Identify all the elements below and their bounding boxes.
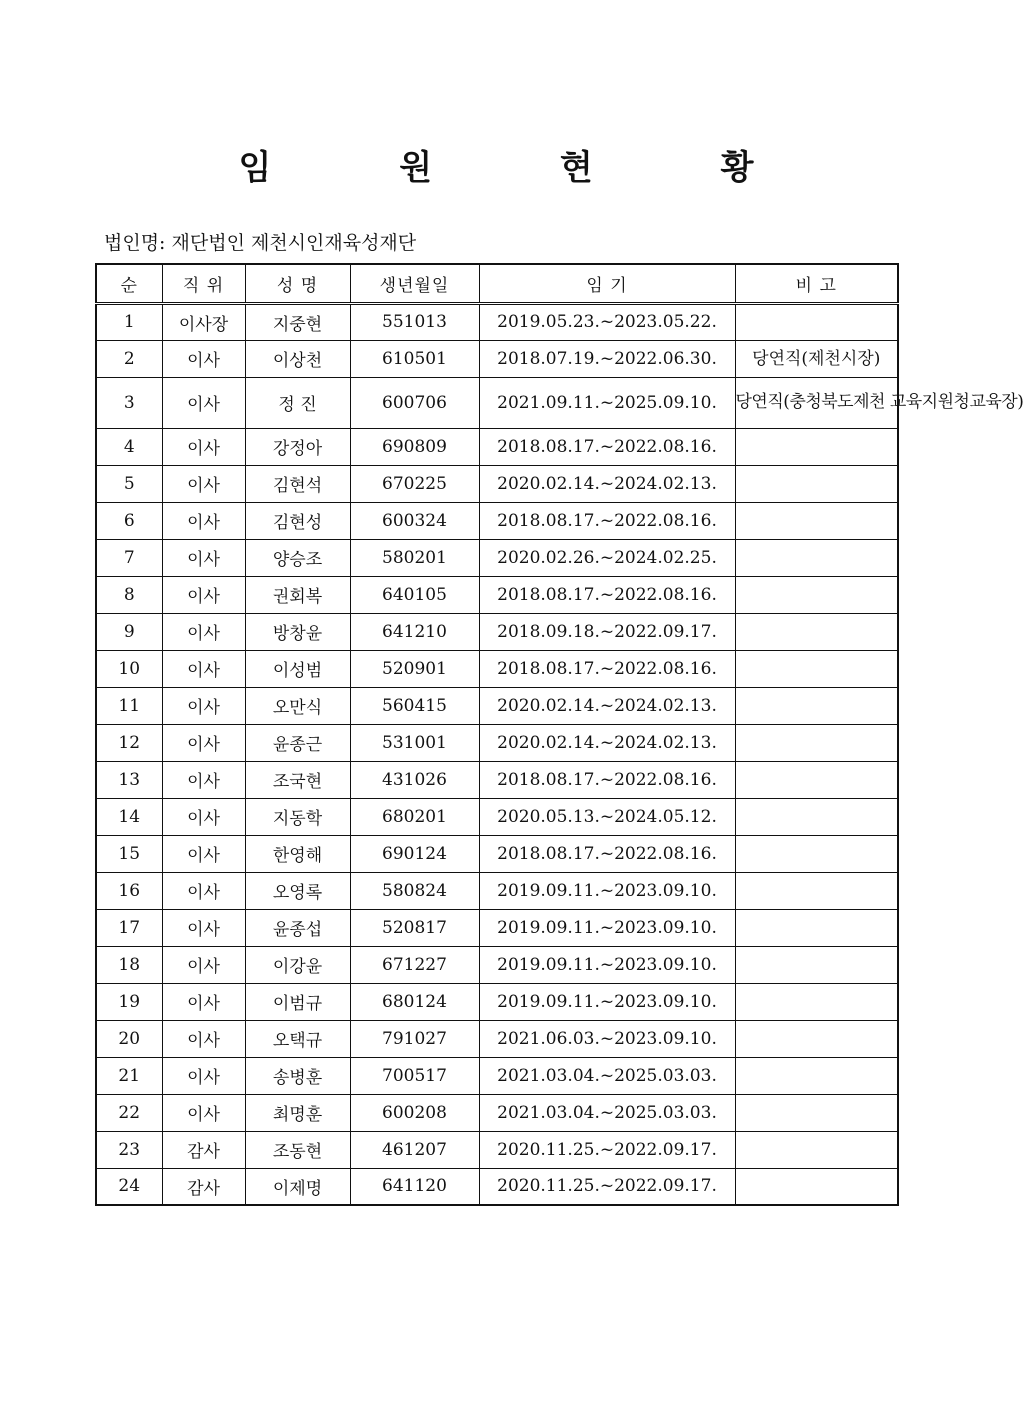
cell-birth: 791027 (350, 1020, 479, 1057)
cell-note (735, 502, 898, 539)
cell-birth: 641120 (350, 1168, 479, 1205)
cell-no: 5 (96, 465, 162, 502)
header-position: 직 위 (162, 264, 245, 303)
cell-name: 이성범 (245, 650, 350, 687)
cell-name: 최명훈 (245, 1094, 350, 1131)
table-row (96, 1020, 898, 1057)
cell-name: 조국현 (245, 761, 350, 798)
cell-no: 20 (96, 1020, 162, 1057)
cell-term: 2019.05.23.~2023.05.22. (479, 303, 735, 340)
cell-no: 24 (96, 1168, 162, 1205)
cell-note (735, 539, 898, 576)
cell-position: 이사 (162, 428, 245, 465)
cell-birth: 520817 (350, 909, 479, 946)
table-row (96, 798, 898, 835)
cell-birth: 640105 (350, 576, 479, 613)
cell-name: 정 진 (245, 377, 350, 428)
cell-name: 김현석 (245, 465, 350, 502)
cell-birth: 600706 (350, 377, 479, 428)
cell-birth: 551013 (350, 303, 479, 340)
cell-position: 이사 (162, 576, 245, 613)
cell-name: 송병훈 (245, 1057, 350, 1094)
cell-note (735, 1057, 898, 1094)
cell-note (735, 798, 898, 835)
cell-no: 9 (96, 613, 162, 650)
cell-position: 이사 (162, 835, 245, 872)
cell-term: 2020.02.14.~2024.02.13. (479, 687, 735, 724)
cell-note (735, 1094, 898, 1131)
cell-term: 2018.08.17.~2022.08.16. (479, 650, 735, 687)
cell-position: 이사 (162, 465, 245, 502)
cell-no: 23 (96, 1131, 162, 1168)
cell-birth: 680201 (350, 798, 479, 835)
cell-birth: 580824 (350, 872, 479, 909)
cell-name: 오택규 (245, 1020, 350, 1057)
table-row (96, 835, 898, 872)
cell-name: 오만식 (245, 687, 350, 724)
cell-no: 19 (96, 983, 162, 1020)
cell-no: 8 (96, 576, 162, 613)
header-name: 성 명 (245, 264, 350, 303)
table-row (96, 613, 898, 650)
header-birth: 생년월일 (350, 264, 479, 303)
cell-position: 이사 (162, 1020, 245, 1057)
cell-note (735, 983, 898, 1020)
cell-name: 이상천 (245, 340, 350, 377)
cell-name: 강정아 (245, 428, 350, 465)
cell-note (735, 1020, 898, 1057)
cell-birth: 531001 (350, 724, 479, 761)
cell-position: 이사 (162, 946, 245, 983)
table-row (96, 872, 898, 909)
cell-position: 이사 (162, 798, 245, 835)
cell-term: 2020.02.14.~2024.02.13. (479, 465, 735, 502)
cell-birth: 610501 (350, 340, 479, 377)
cell-no: 2 (96, 340, 162, 377)
table-row (96, 650, 898, 687)
cell-name: 이범규 (245, 983, 350, 1020)
cell-note (735, 872, 898, 909)
cell-name: 윤종근 (245, 724, 350, 761)
cell-position: 이사 (162, 377, 245, 428)
table-row (96, 724, 898, 761)
cell-position: 이사 (162, 872, 245, 909)
cell-no: 3 (96, 377, 162, 428)
cell-position: 이사 (162, 502, 245, 539)
cell-note (735, 613, 898, 650)
cell-position: 이사 (162, 539, 245, 576)
cell-term: 2019.09.11.~2023.09.10. (479, 946, 735, 983)
cell-birth: 641210 (350, 613, 479, 650)
cell-term: 2021.03.04.~2025.03.03. (479, 1057, 735, 1094)
cell-term: 2018.08.17.~2022.08.16. (479, 761, 735, 798)
cell-name: 오영록 (245, 872, 350, 909)
cell-note (735, 1168, 898, 1205)
cell-no: 13 (96, 761, 162, 798)
table-row (96, 303, 898, 340)
table-row (96, 502, 898, 539)
cell-birth: 580201 (350, 539, 479, 576)
cell-name: 윤종섭 (245, 909, 350, 946)
cell-term: 2019.09.11.~2023.09.10. (479, 909, 735, 946)
cell-birth: 560415 (350, 687, 479, 724)
cell-birth: 690124 (350, 835, 479, 872)
cell-no: 6 (96, 502, 162, 539)
cell-no: 12 (96, 724, 162, 761)
cell-note (735, 687, 898, 724)
cell-term: 2020.05.13.~2024.05.12. (479, 798, 735, 835)
cell-note: 당연직(충청북도제천 교육지원청교육장) (735, 377, 898, 428)
cell-position: 감사 (162, 1131, 245, 1168)
cell-note (735, 576, 898, 613)
cell-term: 2019.09.11.~2023.09.10. (479, 983, 735, 1020)
cell-no: 7 (96, 539, 162, 576)
cell-position: 이사 (162, 340, 245, 377)
cell-term: 2018.08.17.~2022.08.16. (479, 428, 735, 465)
cell-note (735, 303, 898, 340)
table-row (96, 1131, 898, 1168)
cell-note (735, 650, 898, 687)
officers-table (95, 263, 1023, 1206)
table-row (96, 576, 898, 613)
cell-name: 지동학 (245, 798, 350, 835)
cell-note (735, 465, 898, 502)
cell-term: 2020.02.14.~2024.02.13. (479, 724, 735, 761)
cell-note: 당연직(제천시장) (735, 340, 898, 377)
cell-term: 2020.11.25.~2022.09.17. (479, 1131, 735, 1168)
cell-no: 18 (96, 946, 162, 983)
cell-no: 4 (96, 428, 162, 465)
cell-no: 10 (96, 650, 162, 687)
cell-position: 이사 (162, 613, 245, 650)
cell-position: 이사 (162, 650, 245, 687)
cell-name: 방창윤 (245, 613, 350, 650)
cell-birth: 431026 (350, 761, 479, 798)
cell-birth: 690809 (350, 428, 479, 465)
cell-no: 16 (96, 872, 162, 909)
cell-birth: 700517 (350, 1057, 479, 1094)
table-row (96, 465, 898, 502)
header-note: 비 고 (735, 264, 898, 303)
cell-birth: 600208 (350, 1094, 479, 1131)
cell-position: 이사 (162, 687, 245, 724)
header-term: 임 기 (479, 264, 735, 303)
cell-term: 2019.09.11.~2023.09.10. (479, 872, 735, 909)
cell-term: 2018.07.19.~2022.06.30. (479, 340, 735, 377)
cell-note (735, 1131, 898, 1168)
cell-note (735, 946, 898, 983)
table-header-row (96, 264, 898, 303)
page-title: 임 원 현 황 (238, 148, 812, 188)
cell-note (735, 428, 898, 465)
cell-term: 2018.08.17.~2022.08.16. (479, 576, 735, 613)
table-row (96, 761, 898, 798)
cell-birth: 680124 (350, 983, 479, 1020)
cell-no: 15 (96, 835, 162, 872)
cell-no: 21 (96, 1057, 162, 1094)
cell-position: 이사 (162, 909, 245, 946)
cell-term: 2020.02.26.~2024.02.25. (479, 539, 735, 576)
cell-birth: 520901 (350, 650, 479, 687)
cell-term: 2021.09.11.~2025.09.10. (479, 377, 735, 428)
cell-name: 양승조 (245, 539, 350, 576)
cell-no: 1 (96, 303, 162, 340)
table-row (96, 1094, 898, 1131)
cell-birth: 670225 (350, 465, 479, 502)
cell-name: 이강윤 (245, 946, 350, 983)
cell-position: 이사 (162, 983, 245, 1020)
cell-position: 이사 (162, 761, 245, 798)
cell-name: 이제명 (245, 1168, 350, 1205)
cell-no: 11 (96, 687, 162, 724)
cell-position: 이사 (162, 724, 245, 761)
cell-name: 한영해 (245, 835, 350, 872)
table-row (96, 377, 898, 428)
table-row (96, 909, 898, 946)
cell-note (735, 835, 898, 872)
cell-term: 2021.06.03.~2023.09.10. (479, 1020, 735, 1057)
cell-term: 2021.03.04.~2025.03.03. (479, 1094, 735, 1131)
cell-no: 22 (96, 1094, 162, 1131)
cell-position: 이사 (162, 1094, 245, 1131)
cell-birth: 671227 (350, 946, 479, 983)
cell-name: 김현성 (245, 502, 350, 539)
cell-no: 17 (96, 909, 162, 946)
cell-birth: 461207 (350, 1131, 479, 1168)
cell-note (735, 761, 898, 798)
cell-term: 2020.11.25.~2022.09.17. (479, 1168, 735, 1205)
cell-term: 2018.08.17.~2022.08.16. (479, 835, 735, 872)
cell-position: 이사 (162, 1057, 245, 1094)
cell-note (735, 909, 898, 946)
table-row (96, 340, 898, 377)
table-row (96, 1168, 898, 1205)
cell-term: 2018.09.18.~2022.09.17. (479, 613, 735, 650)
table-row (96, 687, 898, 724)
table-row (96, 946, 898, 983)
table-row (96, 428, 898, 465)
cell-position: 이사장 (162, 303, 245, 340)
cell-position: 감사 (162, 1168, 245, 1205)
corporation-name: 법인명: 재단법인 제천시인재육성재단 (104, 232, 417, 254)
table-row (96, 983, 898, 1020)
cell-no: 14 (96, 798, 162, 835)
cell-term: 2018.08.17.~2022.08.16. (479, 502, 735, 539)
table-body (96, 303, 1023, 1205)
cell-name: 지중현 (245, 303, 350, 340)
table-row (96, 1057, 898, 1094)
table-row (96, 539, 898, 576)
header-no: 순 (96, 264, 162, 303)
cell-birth: 600324 (350, 502, 479, 539)
cell-name: 조동현 (245, 1131, 350, 1168)
cell-name: 권회복 (245, 576, 350, 613)
cell-note (735, 724, 898, 761)
